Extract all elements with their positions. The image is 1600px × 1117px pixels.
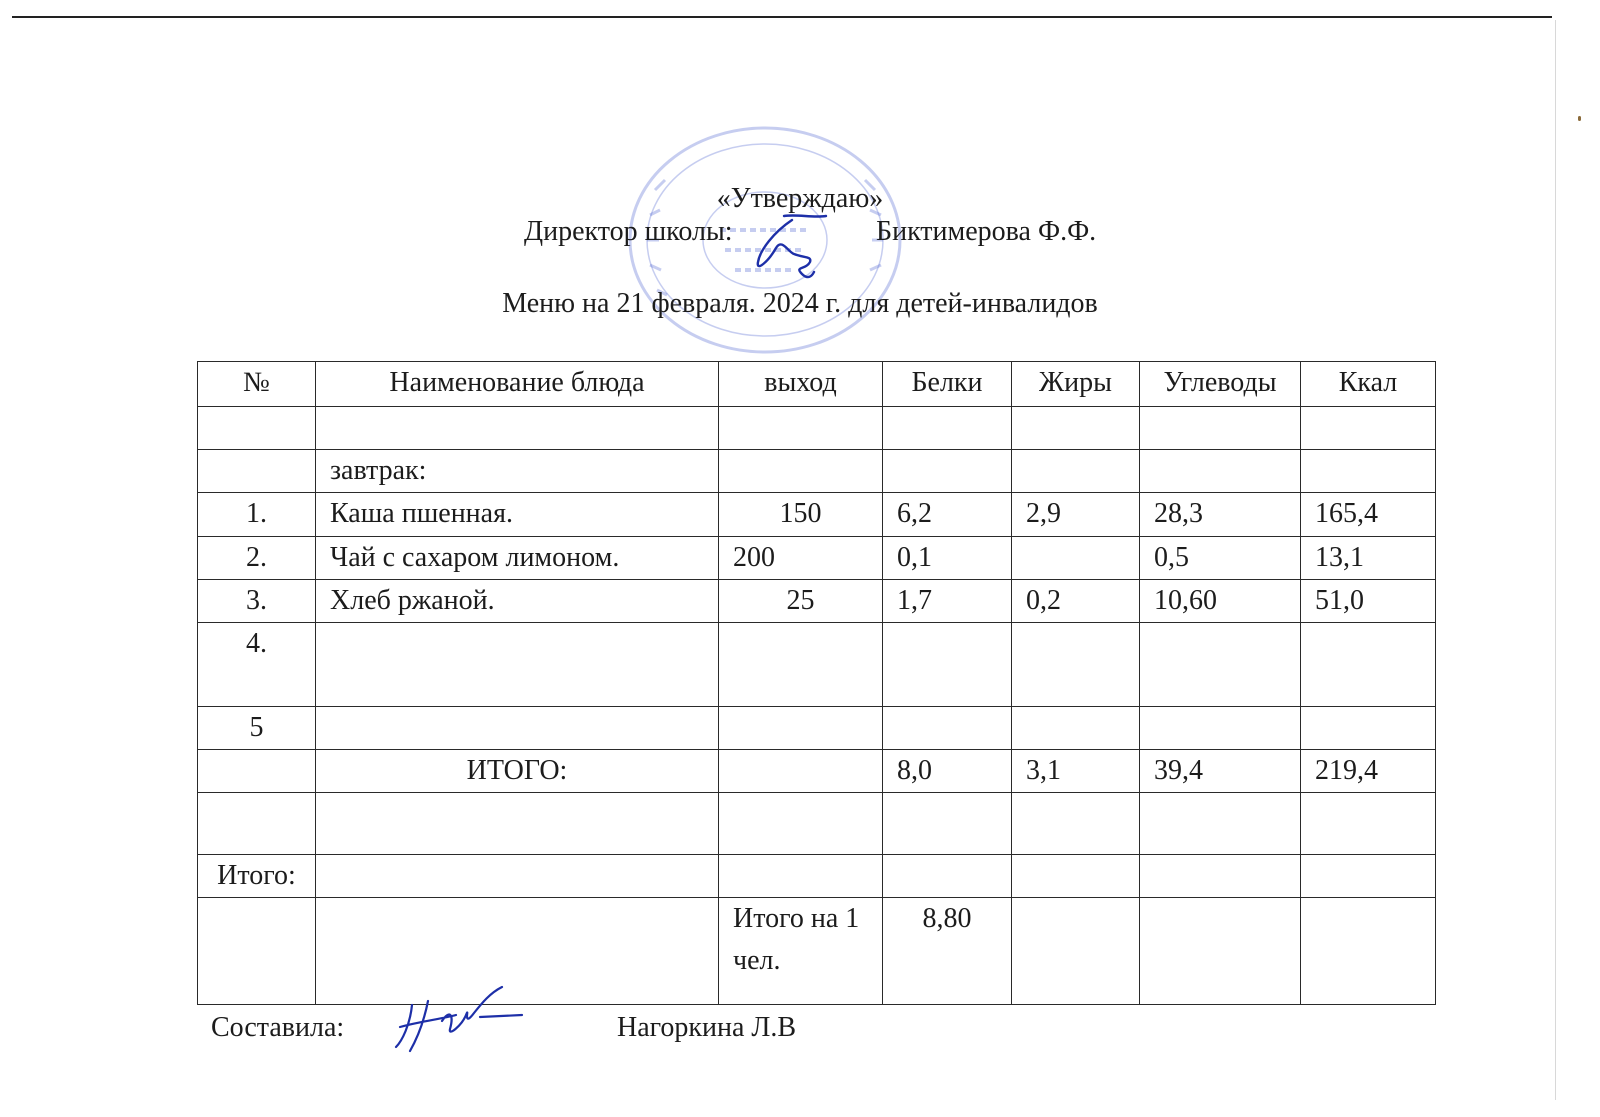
compiled-by-name: Нагоркина Л.В	[617, 1012, 797, 1043]
dish-protein: 6,2	[883, 493, 1012, 537]
dish-protein	[883, 707, 1012, 750]
dish-output: 200	[719, 537, 883, 580]
col-header-protein: Белки	[883, 362, 1012, 407]
per-person-label: Итого на 1 чел.	[719, 898, 883, 1005]
total-label: Итого:	[198, 855, 316, 898]
table-row	[198, 493, 1436, 537]
col-header-number: №	[198, 362, 316, 407]
table-header-row	[198, 362, 1436, 407]
dish-kcal	[1301, 623, 1436, 707]
table-row-empty	[198, 793, 1436, 855]
dish-output	[719, 707, 883, 750]
dish-name: Хлеб ржаной.	[316, 580, 719, 623]
dish-output	[719, 623, 883, 707]
compiled-by-label: Составила:	[211, 1012, 345, 1043]
dish-carbs	[1140, 623, 1301, 707]
menu-title: Меню на 21 февраля. 2024 г. для детей-инвалидов	[502, 288, 1098, 319]
dish-name: Чай с сахаром лимоном.	[316, 537, 719, 580]
scan-edge-right	[1555, 20, 1556, 1100]
table-row	[198, 580, 1436, 623]
dish-protein	[883, 623, 1012, 707]
table-row-total	[198, 855, 1436, 898]
subtotal-carbs: 39,4	[1140, 750, 1301, 793]
dish-name	[316, 707, 719, 750]
scan-speck	[1578, 116, 1581, 121]
director-signature	[754, 212, 832, 282]
col-header-output: выход	[719, 362, 883, 407]
dish-name: Каша пшенная.	[316, 493, 719, 537]
approval-heading: «Утверждаю»	[716, 183, 884, 214]
table-row-empty	[198, 407, 1436, 450]
dish-output: 150	[719, 493, 883, 537]
dish-carbs	[1140, 707, 1301, 750]
dish-name	[316, 623, 719, 707]
compiler-signature	[392, 985, 527, 1057]
dish-fat: 2,9	[1012, 493, 1140, 537]
subtotal-label: ИТОГО:	[316, 750, 719, 793]
row-number: 1.	[198, 493, 316, 537]
dish-carbs: 10,60	[1140, 580, 1301, 623]
subtotal-protein: 8,0	[883, 750, 1012, 793]
director-name: Биктимерова Ф.Ф.	[876, 216, 1097, 247]
table-row	[198, 623, 1436, 707]
col-header-kcal: Ккал	[1301, 362, 1436, 407]
dish-kcal: 51,0	[1301, 580, 1436, 623]
row-number: 5	[198, 707, 316, 750]
table-row	[198, 707, 1436, 750]
subtotal-fat: 3,1	[1012, 750, 1140, 793]
row-number: 2.	[198, 537, 316, 580]
dish-output: 25	[719, 580, 883, 623]
dish-fat	[1012, 537, 1140, 580]
scan-edge-top	[12, 16, 1552, 18]
menu-table	[197, 361, 1436, 1005]
section-breakfast: завтрак:	[316, 450, 719, 493]
table-row-per-person	[198, 898, 1436, 1005]
row-number: 4.	[198, 623, 316, 707]
dish-fat: 0,2	[1012, 580, 1140, 623]
dish-fat	[1012, 707, 1140, 750]
dish-fat	[1012, 623, 1140, 707]
table-row-section	[198, 450, 1436, 493]
col-header-dish-name: Наименование блюда	[316, 362, 719, 407]
table-row	[198, 537, 1436, 580]
dish-carbs: 28,3	[1140, 493, 1301, 537]
col-header-fat: Жиры	[1012, 362, 1140, 407]
director-label: Директор школы:	[524, 216, 733, 247]
subtotal-kcal: 219,4	[1301, 750, 1436, 793]
table-row-subtotal	[198, 750, 1436, 793]
dish-protein: 0,1	[883, 537, 1012, 580]
dish-kcal	[1301, 707, 1436, 750]
dish-kcal: 165,4	[1301, 493, 1436, 537]
dish-carbs: 0,5	[1140, 537, 1301, 580]
col-header-carbs: Углеводы	[1140, 362, 1301, 407]
dish-kcal: 13,1	[1301, 537, 1436, 580]
dish-protein: 1,7	[883, 580, 1012, 623]
row-number: 3.	[198, 580, 316, 623]
per-person-value: 8,80	[883, 898, 1012, 1005]
